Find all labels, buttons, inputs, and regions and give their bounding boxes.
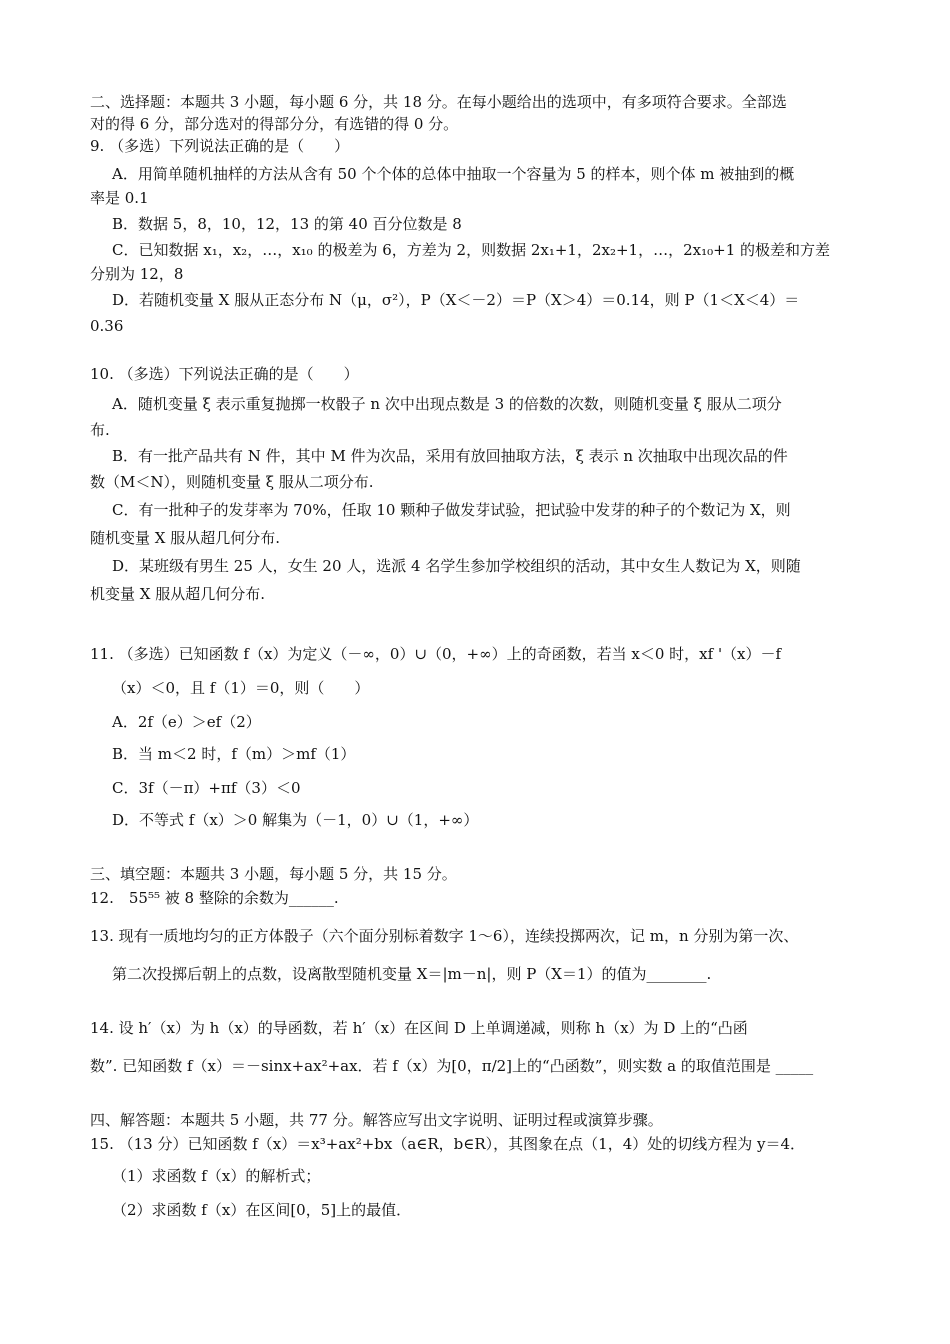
q9-option-c-line2: 分别为 12，8 bbox=[90, 265, 184, 283]
q13-line2: 第二次投掷后朝上的点数，设离散型随机变量 X＝|m－n|，则 P（X＝1）的值为________. bbox=[112, 965, 712, 983]
q10-option-c-line1: C．有一批种子的发芽率为 70%，任取 10 颗种子做发芽试验，把试验中发芽的种子的个数记为 X，则 bbox=[112, 501, 791, 519]
q11-option-d: D．不等式 f（x）＞0 解集为（－1，0）∪（1，+∞） bbox=[112, 811, 479, 829]
q15-part2: （2）求函数 f（x）在区间[0，5]上的最值． bbox=[112, 1201, 412, 1219]
q10-option-b-line1: B．有一批产品共有 N 件，其中 M 件为次品，采用有放回抽取方法，ξ 表示 n 次抽取中出现次品的件 bbox=[112, 447, 788, 465]
q10-option-c-line2: 随机变量 X 服从超几何分布. bbox=[90, 529, 280, 547]
q10-option-d-line1: D．某班级有男生 25 人，女生 20 人，选派 4 名学生参加学校组织的活动，其中女生人数记为 X，则随 bbox=[112, 557, 801, 575]
q9-option-a-line1: A．用简单随机抽样的方法从含有 50 个个体的总体中抽取一个容量为 5 的样本，则个体 m 被抽到的概 bbox=[112, 165, 795, 183]
q14-line2: 数”. 已知函数 f（x）＝－sinx+ax²+ax．若 f（x）为[0，π/2]上的“凸函数”，则实数 a 的取值范围是 _____ bbox=[90, 1057, 814, 1075]
section3-heading: 三、填空题：本题共 3 小题，每小题 5 分，共 15 分。 bbox=[90, 865, 457, 883]
q9-option-b: B．数据 5，8，10，12，13 的第 40 百分位数是 8 bbox=[112, 215, 462, 233]
q9-option-a-line2: 率是 0.1 bbox=[90, 189, 149, 207]
section2-heading-line1: 二、选择题：本题共 3 小题，每小题 6 分，共 18 分。在每小题给出的选项中，有多项符合要求。全部选 bbox=[90, 93, 787, 111]
q10-stem: 10. （多选）下列说法正确的是（ ） bbox=[90, 365, 359, 383]
q10-option-a-line2: 布. bbox=[90, 421, 110, 439]
q9-option-d-line2: 0.36 bbox=[90, 317, 124, 335]
q11-stem-line1: 11. （多选）已知函数 f（x）为定义（－∞，0）∪（0，+∞）上的奇函数，若当 x＜0 时，xf '（x）－f bbox=[90, 645, 782, 663]
q12-text: 12. 55⁵⁵ 被 8 整除的余数为______. bbox=[90, 889, 339, 907]
q14-line1: 14. 设 h′（x）为 h（x）的导函数，若 h′（x）在区间 D 上单调递减，则称 h（x）为 D 上的“凸函 bbox=[90, 1019, 748, 1037]
q9-option-c-line1: C．已知数据 x₁，x₂，…，x₁₀ 的极差为 6，方差为 2，则数据 2x₁+1，2x₂+1，…，2x₁₀+1 的极差和方差 bbox=[112, 241, 831, 259]
q10-option-a-line1: A．随机变量 ξ 表示重复抛掷一枚骰子 n 次中出现点数是 3 的倍数的次数，则随机变量 ξ 服从二项分 bbox=[112, 395, 782, 413]
q10-option-d-line2: 机变量 X 服从超几何分布. bbox=[90, 585, 265, 603]
q11-option-b: B．当 m＜2 时，f（m）＞mf（1） bbox=[112, 745, 356, 763]
q11-option-a: A．2f（e）＞ef（2） bbox=[112, 713, 261, 731]
q11-stem-line2: （x）＜0，且 f（1）＝0，则（ ） bbox=[112, 679, 370, 697]
q10-option-b-line2: 数（M＜N），则随机变量 ξ 服从二项分布. bbox=[90, 473, 374, 491]
section4-heading: 四、解答题：本题共 5 小题，共 77 分。解答应写出文字说明、证明过程或演算步骤。 bbox=[90, 1111, 663, 1129]
q15-stem: 15. （13 分）已知函数 f（x）＝x³+ax²+bx（a∈R，b∈R），其图象在点（1，4）处的切线方程为 y＝4． bbox=[90, 1135, 806, 1153]
q13-line1: 13. 现有一质地均匀的正方体骰子（六个面分别标着数字 1～6），连续投掷两次，记 m，n 分别为第一次、 bbox=[90, 927, 799, 945]
q9-stem: 9. （多选）下列说法正确的是（ ） bbox=[90, 137, 350, 155]
section2-heading-line2: 对的得 6 分，部分选对的得部分分，有选错的得 0 分。 bbox=[90, 115, 459, 133]
q11-option-c: C．3f（－π）+πf（3）＜0 bbox=[112, 779, 301, 797]
q15-part1: （1）求函数 f（x）的解析式； bbox=[112, 1167, 321, 1185]
q9-option-d-line1: D．若随机变量 X 服从正态分布 N（μ，σ²），P（X＜－2）＝P（X＞4）＝0.14，则 P（1＜X＜4）＝ bbox=[112, 291, 800, 309]
